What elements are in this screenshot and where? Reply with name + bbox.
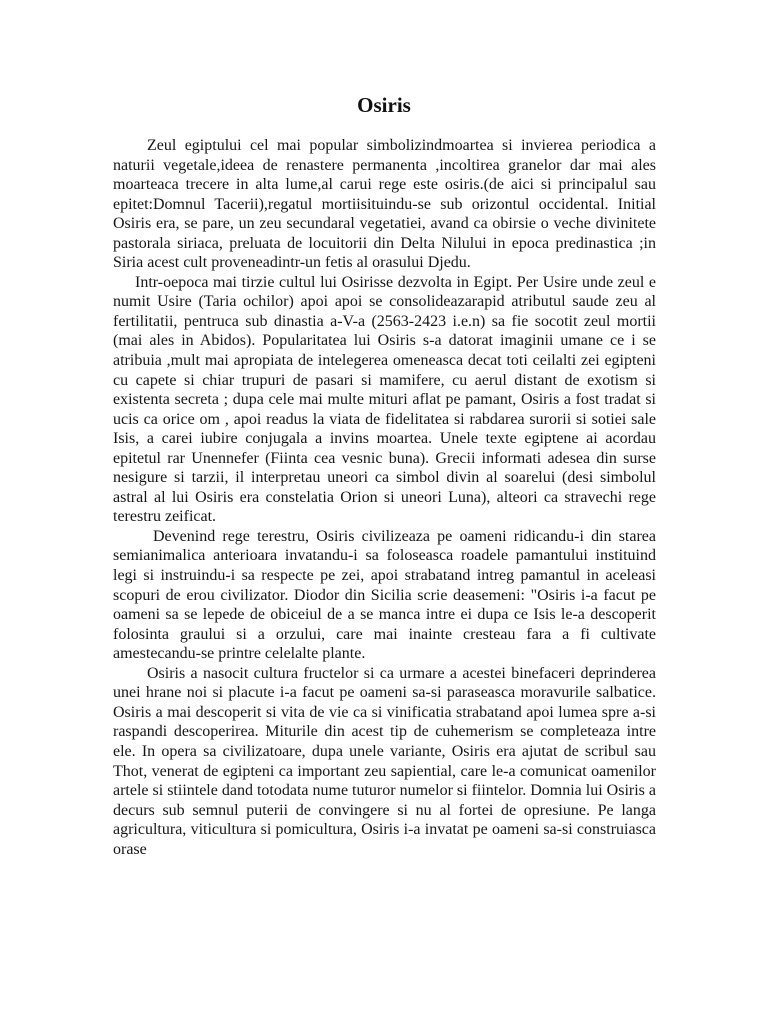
document-body — [113, 136, 656, 859]
paragraph-3: Devenind rege terestru, Osiris civilizeaza pe oameni ridicandu-i din starea semianimalica anterioara invatandu-i sa foloseasca roadele pamantului instituind legi si instruindu-i sa respecte pe zei, apoi strabatand intreg pamantul in aceleasi scopuri de erou civilizator. Diodor din Sicilia scrie deasemeni: "Osiris i-a facut pe oameni sa se lepede de obiceiul de a se manca intre ei dupa ce Isis le-a descoperit folosinta graului si a orzului, care mai inainte cresteau fara a fi cultivate amestecandu-se printre celelalte plante. — [113, 527, 656, 663]
paragraph-2: Intr-oepoca mai tirzie cultul lui Osirisse dezvolta in Egipt. Per Usire unde zeul e numit Usire (Taria ochilor) apoi apoi se consolideazarapid atributul saude zeu al fertilitatii, pentruca sub dinastia a-V-a (2563-2423 i.e.n) sa fie socotit zeul mortii (mai ales in Abidos). Popularitatea lui Osiris s-a datorat imaginii umane ce i se atribuia ,mult mai apropiata de intelegerea omeneasca decat toti ceilalti zei egipteni cu capete si chiar trupuri de pasari si mamifere, cu aerul distant de exotism si existenta secreta ; dupa cele mai multe mituri aflat pe pamant, Osiris a fost tradat si ucis ca orice om , apoi readus la viata de fidelitatea si rabdarea surorii si sotiei sale Isis, a carei iubire conjugala a invins moartea. Unele texte egiptene ai acordau epitetul rar Unennefer (Fiinta cea vesnic buna). Grecii informati adesea din surse nesigure si tarzii, il interpretau uneori ca simbol divin al soarelui (desi simbolul astral al lui Osiris era constelatia Orion si uneori Luna), alteori ca stravechi rege terestru zeificat. — [113, 273, 656, 526]
page-title: Osiris — [357, 93, 411, 117]
paragraph-4: Osiris a nasocit cultura fructelor si ca urmare a acestei binefaceri deprinderea unei hrane noi si placute i-a facut pe oameni sa-si paraseasca moravurile salbatice. Osiris a mai descoperit si vita de vie ca si vinificatia strabatand apoi lumea spre a-si raspandi descoperirea. Miturile din acest tip de cuhemerism se completeaza intre ele. In opera sa civilizatoare, dupa unele variante, Osiris era ajutat de scribul sau Thot, venerat de egipteni ca important zeu sapiential, care le-a comunicat oamenilor artele si stiintele dand totodata nume tuturor numelor si fiintelor. Domnia lui Osiris a decurs sub semnul puterii de convingere si nu al fortei de opresiune. Pe langa agricultura, viticultura si pomicultura, Osiris i-a invatat pe oameni sa-si construiasca orase — [113, 664, 656, 858]
paragraph-1: Zeul egiptului cel mai popular simbolizindmoartea si invierea periodica a naturii vegetale,ideea de renastere permanenta ,incoltirea granelor dar mai ales moarteaca trecere in alta lume,al carui rege este osiris.(de aici si principalul sau epitet:Domnul Tacerii),regatul mortiisituindu-se sub orizontul occidental. Initial Osiris era, se pare, un zeu secundaral vegetatiei, avand ca obirsie o veche divinitete pastorala siriaca, preluata de locuitorii din Delta Nilului in epoca predinastica ;in Siria acest cult proveneadintr-un fetis al orasului Djedu. — [113, 137, 656, 272]
